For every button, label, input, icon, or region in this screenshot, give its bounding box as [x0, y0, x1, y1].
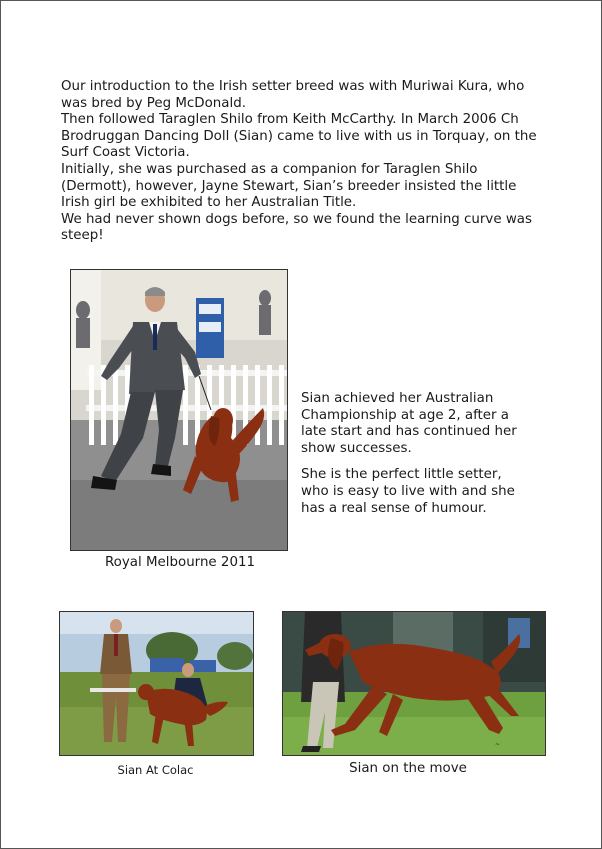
colac-caption: Sian At Colac: [117, 763, 194, 777]
side-text: [301, 391, 533, 527]
colac-image: [60, 612, 253, 755]
intro-paragraph-4: We had never shown dogs before, so we found the learning curve was steep!: [61, 211, 532, 244]
intro-paragraph-1: Our introduction to the Irish setter breed was with Muriwai Kura, who was bred by Peg McDonald.: [61, 79, 525, 111]
intro-text: [61, 79, 541, 245]
royal-melbourne-photo: [70, 269, 288, 551]
colac-photo: [59, 611, 254, 756]
royal-melbourne-caption: Royal Melbourne 2011: [104, 555, 256, 570]
on-the-move-photo: [282, 611, 546, 756]
svg-text:~: ~: [495, 741, 501, 748]
side-paragraph-2: She is the perfect little setter, who is easy to live with and she has a real sense of humour.: [301, 467, 515, 516]
intro-paragraph-3: Initially, she was purchased as a companion for Taraglen Shilo (Dermott), however, Jayne Stewart, Sian’s breeder insisted the little Irish girl be exhibited to her Australian Title.: [61, 161, 517, 211]
on-the-move-image: [283, 612, 545, 755]
on-the-move-caption: Sian on the move: [349, 761, 467, 776]
royal-melbourne-image: [71, 270, 287, 550]
side-paragraph-1: Sian achieved her Australian Championship at age 2, after a late start and has continued her show successes.: [301, 391, 517, 456]
intro-paragraph-2: Then followed Taraglen Shilo from Keith McCarthy. In March 2006 Ch Brodruggan Dancing Doll (Sian) came to live with us in Torquay, on the Surf Coast Victoria.: [61, 112, 537, 161]
